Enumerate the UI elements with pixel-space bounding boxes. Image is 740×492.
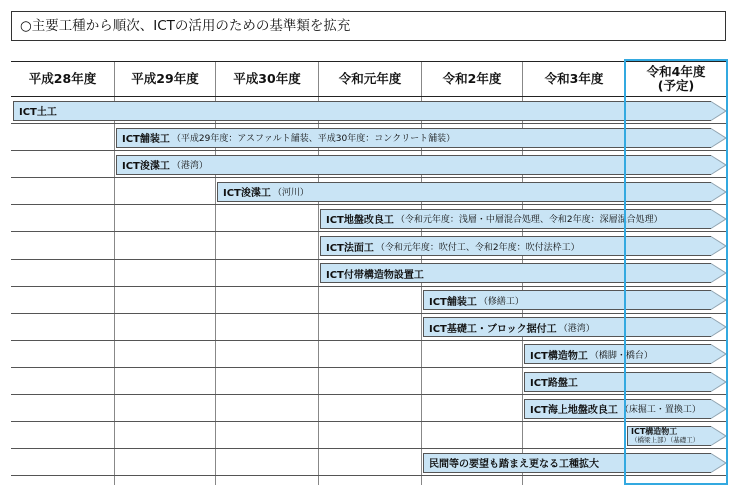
arrow-body [13, 101, 711, 121]
item-note: （修繕工） [478, 296, 524, 307]
item-name: ICT構造物工 [530, 350, 588, 362]
item-note: （橋梁上部）（基礎工） [631, 435, 700, 444]
year-header-2: 平成30年度 [215, 62, 318, 96]
item-note: （床掘工・置換工） [619, 405, 701, 416]
year-header-0: 平成28年度 [28, 71, 97, 86]
item-name: ICT舗装工 [429, 296, 477, 308]
timeline-arrow [13, 101, 727, 121]
year-header-6: 令和4年度 (予定) [625, 62, 726, 96]
year-header-3: 令和元年度 [318, 62, 421, 96]
item-name: ICT地盤改良工 [326, 215, 394, 227]
item-name: ICT浚渫工 [122, 161, 170, 173]
year-header-row [11, 61, 726, 97]
item-name: ICT構造物工 [631, 426, 678, 436]
arrow-body [116, 128, 711, 148]
item-note: （港湾） [558, 323, 595, 334]
year-header-5: 令和3年度 [522, 62, 625, 96]
item-name: ICT付帯構造物設置工 [326, 269, 424, 281]
table-row [11, 422, 726, 449]
year-header-1: 平成29年度 [114, 62, 215, 96]
item-name: ICT法面工 [326, 242, 374, 254]
item-name: ICT基礎工・ブロック据付工 [429, 323, 557, 335]
item-name: ICT土工 [19, 107, 57, 119]
page-title: ○主要工種から順次、ICTの活用のための基準類を拡充 [11, 11, 726, 41]
item-name: ICT舗装工 [122, 134, 170, 146]
item-name: ICT海上地盤改良工 [530, 405, 618, 417]
item-note: （河川） [272, 188, 309, 199]
item-note: （平成29年度：アスファルト舗装、平成30年度：コンクリート舗装） [171, 134, 456, 145]
item-note: （港湾） [171, 161, 208, 172]
planned-year-highlight [624, 59, 728, 485]
item-name: ICT路盤工 [530, 378, 578, 390]
item-name: 民間等の要望も踏まえ更なる工種拡大 [429, 459, 599, 471]
arrow-body [116, 155, 711, 175]
year-header-4: 令和2年度 [421, 62, 522, 96]
item-note: （橋脚・橋台） [589, 350, 653, 361]
roadmap-table [11, 61, 726, 485]
item-name: ICT浚渫工 [223, 188, 271, 200]
item-note: （令和元年度：浅層・中層混合処理、令和2年度：深層混合処理） [395, 215, 663, 226]
item-note: （令和元年度：吹付工、令和2年度：吹付法枠工） [375, 242, 580, 253]
